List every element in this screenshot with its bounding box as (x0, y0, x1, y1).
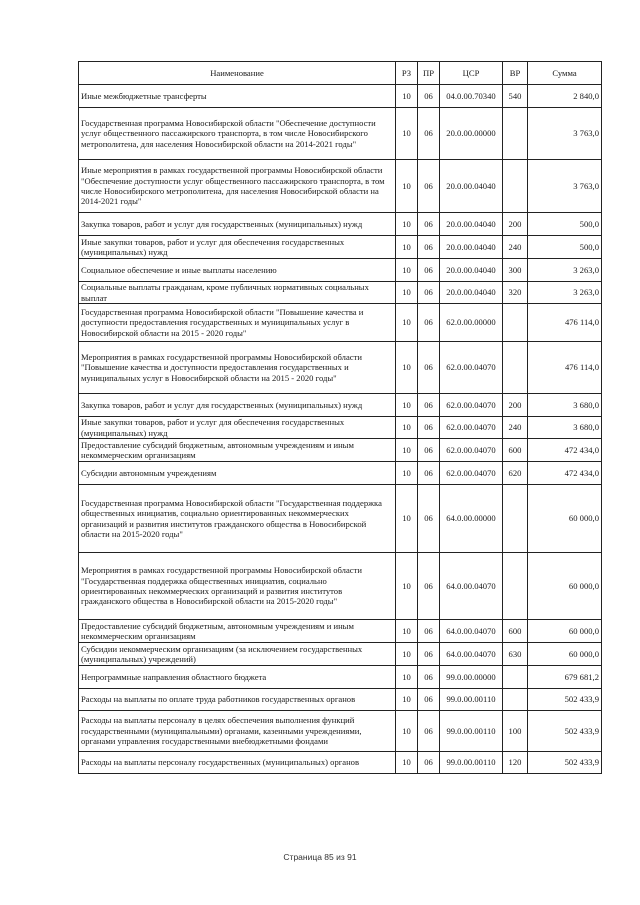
table-row (79, 553, 602, 620)
cell-csr: 64.0.00.04070 (440, 643, 503, 666)
cell-pr: 06 (418, 462, 440, 485)
cell-pr: 06 (418, 259, 440, 282)
cell-csr: 62.0.00.04070 (440, 342, 503, 394)
table-row (79, 417, 602, 439)
table-row (79, 213, 602, 236)
cell-name: Иные закупки товаров, работ и услуг для обеспечения государственных (муниципальных) нужд (79, 236, 396, 259)
table-row (79, 394, 602, 417)
table-row (79, 666, 602, 689)
cell-sum: 60 000,0 (528, 643, 602, 666)
cell-rz: 10 (396, 462, 418, 485)
cell-vr (503, 160, 528, 213)
cell-name: Государственная программа Новосибирской области "Государственная поддержка общественных инициатив, социально ориентированных некоммерческих организаций и развития институтов гражданского общества в Новосибирской области на 2015-2020 годы" (79, 485, 396, 553)
cell-sum: 60 000,0 (528, 485, 602, 553)
cell-csr: 20.0.00.04040 (440, 282, 503, 304)
table-row (79, 752, 602, 774)
cell-vr (503, 304, 528, 342)
cell-name: Субсидии автономным учреждениям (79, 462, 396, 485)
cell-rz: 10 (396, 108, 418, 160)
cell-name: Мероприятия в рамках государственной программы Новосибирской области "Государственная поддержка общественных инициатив, социально ориентированных некоммерческих организаций и развития институтов гражданского общества в Новосибирской области на 2015-2020 годы" (79, 553, 396, 620)
header-rz: РЗ (396, 62, 418, 85)
cell-sum: 3 263,0 (528, 282, 602, 304)
table-row (79, 236, 602, 259)
header-sum: Сумма (528, 62, 602, 85)
cell-sum: 472 434,0 (528, 462, 602, 485)
cell-vr (503, 553, 528, 620)
cell-pr: 06 (418, 752, 440, 774)
cell-rz: 10 (396, 485, 418, 553)
cell-vr: 620 (503, 462, 528, 485)
cell-sum: 502 433,9 (528, 752, 602, 774)
cell-sum: 60 000,0 (528, 553, 602, 620)
cell-sum: 679 681,2 (528, 666, 602, 689)
cell-name: Социальное обеспечение и иные выплаты населению (79, 259, 396, 282)
cell-name: Государственная программа Новосибирской области "Обеспечение доступности услуг общественного пассажирского транспорта, в том числе Новосибирского метрополитена, для населения Новосибирской области на 2014-2021 годы" (79, 108, 396, 160)
cell-pr: 06 (418, 85, 440, 108)
header-vr: ВР (503, 62, 528, 85)
cell-csr: 20.0.00.04040 (440, 259, 503, 282)
cell-csr: 62.0.00.00000 (440, 304, 503, 342)
cell-vr: 200 (503, 213, 528, 236)
cell-name: Социальные выплаты гражданам, кроме публичных нормативных социальных выплат (79, 282, 396, 304)
cell-rz: 10 (396, 553, 418, 620)
cell-rz: 10 (396, 304, 418, 342)
table-row (79, 304, 602, 342)
cell-csr: 20.0.00.04040 (440, 213, 503, 236)
cell-pr: 06 (418, 643, 440, 666)
cell-pr: 06 (418, 666, 440, 689)
cell-pr: 06 (418, 553, 440, 620)
cell-csr: 99.0.00.00110 (440, 711, 503, 752)
cell-pr: 06 (418, 439, 440, 462)
cell-sum: 500,0 (528, 236, 602, 259)
cell-rz: 10 (396, 620, 418, 643)
cell-rz: 10 (396, 394, 418, 417)
header-csr: ЦСР (440, 62, 503, 85)
cell-vr: 540 (503, 85, 528, 108)
cell-name: Расходы на выплаты по оплате труда работников государственных органов (79, 689, 396, 711)
page-number: Страница 85 из 91 (283, 852, 357, 862)
table-row (79, 462, 602, 485)
cell-pr: 06 (418, 236, 440, 259)
cell-name: Иные межбюджетные трансферты (79, 85, 396, 108)
table-row (79, 108, 602, 160)
cell-vr: 630 (503, 643, 528, 666)
cell-rz: 10 (396, 643, 418, 666)
table-body (79, 85, 602, 774)
table-row (79, 711, 602, 752)
cell-vr (503, 666, 528, 689)
cell-csr: 62.0.00.04070 (440, 417, 503, 439)
table-row (79, 160, 602, 213)
table-row (79, 282, 602, 304)
table-row (79, 342, 602, 394)
cell-csr: 20.0.00.04040 (440, 160, 503, 213)
cell-rz: 10 (396, 417, 418, 439)
cell-vr: 100 (503, 711, 528, 752)
cell-vr: 320 (503, 282, 528, 304)
cell-pr: 06 (418, 417, 440, 439)
cell-rz: 10 (396, 666, 418, 689)
cell-vr: 120 (503, 752, 528, 774)
cell-rz: 10 (396, 439, 418, 462)
cell-csr: 99.0.00.00110 (440, 689, 503, 711)
cell-vr: 200 (503, 394, 528, 417)
cell-vr: 600 (503, 439, 528, 462)
cell-rz: 10 (396, 259, 418, 282)
cell-csr: 64.0.00.00000 (440, 485, 503, 553)
cell-pr: 06 (418, 394, 440, 417)
cell-sum: 60 000,0 (528, 620, 602, 643)
cell-name: Закупка товаров, работ и услуг для государственных (муниципальных) нужд (79, 213, 396, 236)
cell-vr: 600 (503, 620, 528, 643)
cell-csr: 20.0.00.00000 (440, 108, 503, 160)
cell-csr: 99.0.00.00110 (440, 752, 503, 774)
cell-vr: 240 (503, 236, 528, 259)
cell-rz: 10 (396, 213, 418, 236)
cell-pr: 06 (418, 160, 440, 213)
cell-csr: 62.0.00.04070 (440, 439, 503, 462)
cell-pr: 06 (418, 342, 440, 394)
cell-sum: 3 263,0 (528, 259, 602, 282)
cell-sum: 472 434,0 (528, 439, 602, 462)
cell-sum: 476 114,0 (528, 304, 602, 342)
cell-sum: 3 763,0 (528, 160, 602, 213)
cell-csr: 62.0.00.04070 (440, 462, 503, 485)
cell-sum: 3 763,0 (528, 108, 602, 160)
cell-pr: 06 (418, 213, 440, 236)
table-row (79, 689, 602, 711)
cell-name: Субсидии некоммерческим организациям (за исключением государственных (муниципальных) учреждений) (79, 643, 396, 666)
cell-pr: 06 (418, 485, 440, 553)
cell-csr: 64.0.00.04070 (440, 553, 503, 620)
cell-name: Иные закупки товаров, работ и услуг для обеспечения государственных (муниципальных) нужд (79, 417, 396, 439)
cell-name: Закупка товаров, работ и услуг для государственных (муниципальных) нужд (79, 394, 396, 417)
table-row (79, 259, 602, 282)
cell-vr (503, 485, 528, 553)
cell-csr: 99.0.00.00000 (440, 666, 503, 689)
cell-sum: 502 433,9 (528, 689, 602, 711)
cell-rz: 10 (396, 689, 418, 711)
cell-sum: 3 680,0 (528, 417, 602, 439)
cell-sum: 500,0 (528, 213, 602, 236)
cell-sum: 3 680,0 (528, 394, 602, 417)
table-row (79, 439, 602, 462)
table-row (79, 85, 602, 108)
cell-pr: 06 (418, 620, 440, 643)
cell-pr: 06 (418, 689, 440, 711)
cell-name: Государственная программа Новосибирской области "Повышение качества и доступности предоставления государственных и муниципальных услуг в Новосибирской области на 2015 - 2020 годы" (79, 304, 396, 342)
cell-pr: 06 (418, 282, 440, 304)
cell-rz: 10 (396, 711, 418, 752)
cell-rz: 10 (396, 752, 418, 774)
table-row (79, 485, 602, 553)
cell-pr: 06 (418, 108, 440, 160)
cell-name: Мероприятия в рамках государственной программы Новосибирской области "Повышение качества и доступности предоставления государственных и муниципальных услуг в Новосибирской области на 2015 - 2020 годы" (79, 342, 396, 394)
cell-csr: 20.0.00.04040 (440, 236, 503, 259)
cell-name: Расходы на выплаты персоналу государственных (муниципальных) органов (79, 752, 396, 774)
cell-rz: 10 (396, 85, 418, 108)
budget-table (78, 61, 602, 774)
table-header-row (79, 62, 602, 85)
cell-vr (503, 342, 528, 394)
cell-name: Предоставление субсидий бюджетным, автономным учреждениям и иным некоммерческим организациям (79, 620, 396, 643)
cell-rz: 10 (396, 236, 418, 259)
cell-csr: 04.0.00.70340 (440, 85, 503, 108)
cell-sum: 502 433,9 (528, 711, 602, 752)
cell-name: Непрограммные направления областного бюджета (79, 666, 396, 689)
cell-rz: 10 (396, 342, 418, 394)
table-row (79, 643, 602, 666)
cell-vr: 300 (503, 259, 528, 282)
cell-csr: 64.0.00.04070 (440, 620, 503, 643)
table-row (79, 620, 602, 643)
cell-pr: 06 (418, 304, 440, 342)
cell-name: Иные мероприятия в рамках государственной программы Новосибирской области "Обеспечение доступности услуг общественного пассажирского транспорта, в том числе Новосибирского метрополитена, для населения Новосибирской области на 2014-2021 годы" (79, 160, 396, 213)
cell-vr: 240 (503, 417, 528, 439)
cell-sum: 476 114,0 (528, 342, 602, 394)
cell-rz: 10 (396, 282, 418, 304)
cell-rz: 10 (396, 160, 418, 213)
cell-vr (503, 108, 528, 160)
cell-name: Расходы на выплаты персоналу в целях обеспечения выполнения функций государственными (муниципальными) органами, казенными учреждениями, органами управления государственными внебюджетными фондами (79, 711, 396, 752)
cell-pr: 06 (418, 711, 440, 752)
header-pr: ПР (418, 62, 440, 85)
cell-sum: 2 840,0 (528, 85, 602, 108)
cell-name: Предоставление субсидий бюджетным, автономным учреждениям и иным некоммерческим организациям (79, 439, 396, 462)
header-name: Наименование (79, 62, 396, 85)
cell-vr (503, 689, 528, 711)
cell-csr: 62.0.00.04070 (440, 394, 503, 417)
